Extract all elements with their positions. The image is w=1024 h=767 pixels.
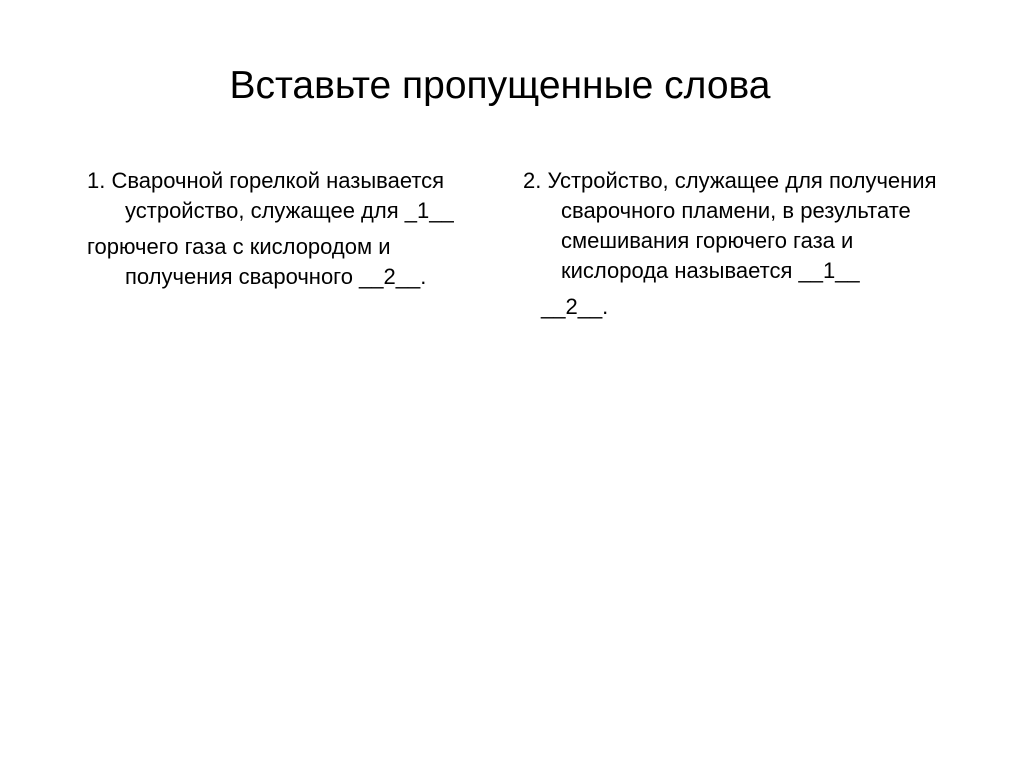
slide-title: Вставьте пропущенные слова (229, 64, 771, 107)
question-1-part-2: горючего газа с кислородом и получения сварочного __2__. (87, 234, 427, 289)
right-column (523, 166, 943, 322)
question-2-part-2: __2__. (541, 294, 609, 319)
question-1-part-1: 1. Сварочной горелкой называется устройство, служащее для _1__ (87, 168, 454, 223)
left-column (87, 166, 487, 292)
question-2-part-1: 2. Устройство, служащее для получения сварочного пламени, в результате смешивания горючего газа и кислорода называется __1__ (523, 168, 937, 283)
